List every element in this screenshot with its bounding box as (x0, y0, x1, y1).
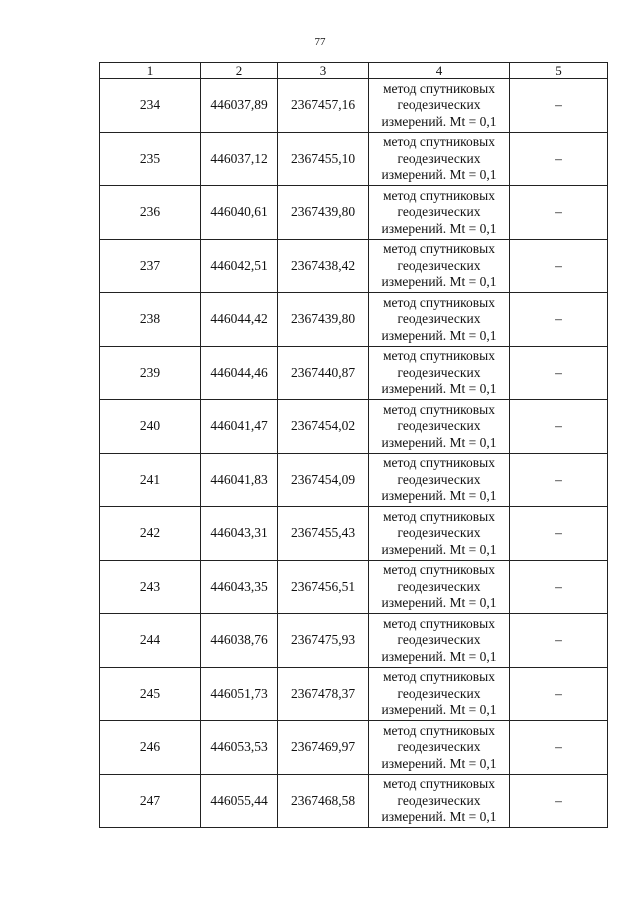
method-text-line: метод спутниковых (383, 562, 495, 577)
y-coordinate-cell: 2367454,09 (278, 453, 369, 507)
point-number-cell: 247 (100, 774, 201, 828)
method-text-line: измерений. Mt = 0,1 (381, 702, 497, 717)
point-number-cell: 237 (100, 239, 201, 293)
column-header-5: 5 (510, 63, 608, 79)
y-coordinate-cell: 2367478,37 (278, 667, 369, 721)
method-text-line: измерений. Mt = 0,1 (381, 327, 497, 343)
point-number-cell: 242 (100, 507, 201, 561)
point-number-cell: 239 (100, 346, 201, 400)
y-coordinate-cell: 2367440,87 (278, 346, 369, 400)
method-text-line: геодезических (397, 150, 481, 166)
method-text-line: измерений. Mt = 0,1 (381, 434, 497, 450)
method-text-line: геодезических (397, 471, 481, 487)
method-text-line: геодезических (397, 364, 481, 380)
method-text-line: метод спутниковых (383, 615, 495, 631)
y-coordinate-cell: 2367438,42 (278, 239, 369, 293)
x-coordinate-cell: 446044,42 (201, 293, 278, 347)
method-text-line: геодезических (397, 739, 481, 754)
point-number-cell: 240 (100, 400, 201, 454)
table-row (100, 721, 608, 775)
method-text-line: геодезических (397, 632, 481, 647)
y-coordinate-cell: 2367468,58 (278, 774, 369, 828)
method-text-line: геодезических (397, 257, 481, 273)
column5-cell: – (510, 507, 608, 561)
table-row (100, 667, 608, 721)
table-row (100, 239, 608, 293)
method-cell (369, 79, 510, 133)
x-coordinate-cell: 446041,47 (201, 400, 278, 454)
y-coordinate-cell: 2367457,16 (278, 79, 369, 133)
table-row (100, 400, 608, 454)
method-text-line: геодезических (397, 792, 481, 808)
method-text-line: метод спутниковых (383, 241, 495, 256)
y-coordinate-cell: 2367475,93 (278, 614, 369, 668)
column5-cell: – (510, 79, 608, 133)
x-coordinate-cell: 446043,31 (201, 507, 278, 561)
table-row (100, 453, 608, 507)
point-number-cell: 244 (100, 614, 201, 668)
y-coordinate-cell: 2367454,02 (278, 400, 369, 454)
method-text-line: метод спутниковых (383, 80, 495, 96)
method-text-line: метод спутниковых (383, 348, 495, 363)
method-text-line: измерений. Mt = 0,1 (381, 809, 497, 824)
method-text-line: измерений. Mt = 0,1 (381, 595, 497, 610)
method-text-line: метод спутниковых (383, 722, 495, 738)
y-coordinate-cell: 2367456,51 (278, 560, 369, 614)
column5-cell: – (510, 239, 608, 293)
point-number-cell: 243 (100, 560, 201, 614)
y-coordinate-cell: 2367439,80 (278, 186, 369, 240)
point-number-cell: 245 (100, 667, 201, 721)
method-text-line: измерений. Mt = 0,1 (381, 381, 497, 396)
method-cell (369, 507, 510, 561)
table-row (100, 614, 608, 668)
method-text-line: геодезических (397, 578, 481, 594)
x-coordinate-cell: 446043,35 (201, 560, 278, 614)
method-text-line: метод спутниковых (383, 455, 495, 470)
table-row (100, 774, 608, 828)
column5-cell: – (510, 293, 608, 347)
method-cell (369, 132, 510, 186)
table-row (100, 346, 608, 400)
method-text-line: геодезических (397, 525, 481, 540)
y-coordinate-cell: 2367469,97 (278, 721, 369, 775)
method-text-line: измерений. Mt = 0,1 (381, 274, 497, 289)
method-text-line: метод спутниковых (383, 134, 495, 149)
method-cell (369, 293, 510, 347)
table-row (100, 293, 608, 347)
x-coordinate-cell: 446037,12 (201, 132, 278, 186)
x-coordinate-cell: 446037,89 (201, 79, 278, 133)
x-coordinate-cell: 446038,76 (201, 614, 278, 668)
method-text-line: метод спутниковых (383, 294, 495, 310)
point-number-cell: 241 (100, 453, 201, 507)
method-text-line: измерений. Mt = 0,1 (381, 541, 497, 557)
y-coordinate-cell: 2367455,10 (278, 132, 369, 186)
method-cell (369, 186, 510, 240)
column5-cell: – (510, 721, 608, 775)
column5-cell: – (510, 453, 608, 507)
method-text-line: геодезических (397, 311, 481, 326)
column5-cell: – (510, 560, 608, 614)
column5-cell: – (510, 774, 608, 828)
column5-cell: – (510, 614, 608, 668)
method-text-line: геодезических (397, 97, 481, 112)
table-row (100, 507, 608, 561)
method-text-line: измерений. Mt = 0,1 (381, 113, 497, 129)
point-number-cell: 234 (100, 79, 201, 133)
method-text-line: метод спутниковых (383, 508, 495, 524)
x-coordinate-cell: 446042,51 (201, 239, 278, 293)
column5-cell: – (510, 186, 608, 240)
point-number-cell: 236 (100, 186, 201, 240)
y-coordinate-cell: 2367455,43 (278, 507, 369, 561)
x-coordinate-cell: 446044,46 (201, 346, 278, 400)
column5-cell: – (510, 400, 608, 454)
point-number-cell: 238 (100, 293, 201, 347)
method-text-line: геодезических (397, 685, 481, 701)
method-text-line: измерений. Mt = 0,1 (381, 648, 497, 664)
page-number: 77 (314, 36, 326, 48)
column5-cell: – (510, 132, 608, 186)
column-header-3: 3 (278, 63, 369, 79)
method-text-line: измерений. Mt = 0,1 (381, 167, 497, 182)
method-cell (369, 239, 510, 293)
column5-cell: – (510, 667, 608, 721)
x-coordinate-cell: 446051,73 (201, 667, 278, 721)
x-coordinate-cell: 446055,44 (201, 774, 278, 828)
table-row (100, 132, 608, 186)
method-text-line: метод спутниковых (383, 669, 495, 684)
table-row (100, 186, 608, 240)
column5-cell: – (510, 346, 608, 400)
column-header-4: 4 (369, 63, 510, 79)
method-cell (369, 400, 510, 454)
x-coordinate-cell: 446053,53 (201, 721, 278, 775)
coordinates-table (99, 62, 608, 828)
table-header-row (100, 63, 608, 79)
x-coordinate-cell: 446041,83 (201, 453, 278, 507)
method-text-line: геодезических (397, 204, 481, 219)
method-text-line: измерений. Mt = 0,1 (381, 220, 497, 236)
point-number-cell: 235 (100, 132, 201, 186)
method-text-line: геодезических (397, 418, 481, 433)
method-cell (369, 614, 510, 668)
point-number-cell: 246 (100, 721, 201, 775)
method-cell (369, 721, 510, 775)
y-coordinate-cell: 2367439,80 (278, 293, 369, 347)
method-text-line: измерений. Mt = 0,1 (381, 488, 497, 503)
method-text-line: метод спутниковых (383, 401, 495, 417)
column-header-1: 1 (100, 63, 201, 79)
method-cell (369, 346, 510, 400)
method-text-line: метод спутниковых (383, 187, 495, 203)
table-row (100, 79, 608, 133)
table-row (100, 560, 608, 614)
x-coordinate-cell: 446040,61 (201, 186, 278, 240)
method-cell (369, 774, 510, 828)
method-cell (369, 667, 510, 721)
method-cell (369, 560, 510, 614)
method-cell (369, 453, 510, 507)
method-text-line: метод спутниковых (383, 776, 495, 791)
method-text-line: измерений. Mt = 0,1 (381, 755, 497, 771)
column-header-2: 2 (201, 63, 278, 79)
